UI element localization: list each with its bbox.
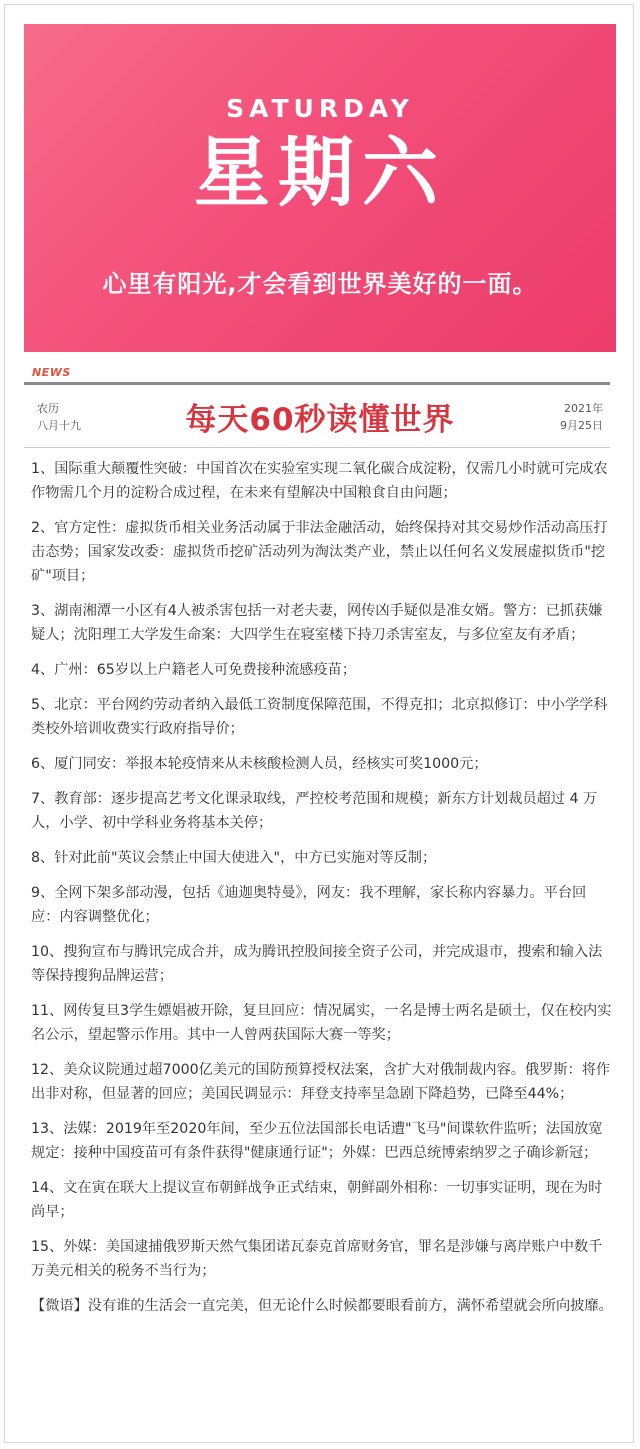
- weekday-english: SATURDAY: [226, 94, 414, 123]
- news-item: 11、网传复旦3学生嫖娼被开除，复旦回应：情况属实，一名是博士两名是硕士，仅在校内实名公示，望起警示作用。其中一人曾两获国际大赛一等奖；: [31, 1003, 612, 1043]
- news-item: 4、广州：65岁以上户籍老人可免费接种流感疫苗；: [31, 662, 357, 678]
- news-item: 1、国际重大颠覆性突破：中国首次在实验室实现二氧化碳合成淀粉，仅需几小时就可完成农作物需几个月的淀粉合成过程，在未来有望解决中国粮食自由问题；: [31, 461, 608, 501]
- date-block: [560, 400, 603, 434]
- date-day: 9月25日: [560, 419, 603, 432]
- weekday-chinese: 星期六: [194, 128, 446, 217]
- news-item: 12、美众议院通过超7000亿美元的国防预算授权法案，含扩大对俄制裁内容。俄罗斯：将作出非对称，但显著的回应；美国民调显示：拜登支持率呈急剧下降趋势，已降至44%；: [31, 1062, 611, 1102]
- news-item: 2、官方定性：虚拟货币相关业务活动属于非法金融活动，始终保持对其交易炒作活动高压打击态势；国家发改委：虚拟货币挖矿活动列为淘汰类产业，禁止以任何名义发展虚拟货币"挖矿"项目；: [31, 520, 608, 584]
- page-title: 每天60秒读懂世界: [185, 402, 455, 438]
- news-item: 5、北京：平台网约劳动者纳入最低工资制度保障范围，不得克扣；北京拟修订：中小学学科类校外培训收费实行政府指导价；: [31, 697, 608, 737]
- news-list: [31, 457, 613, 1329]
- news-item: 10、搜狗宣布与腾讯完成合并，成为腾讯控股间接全资子公司，并完成退市，搜索和输入法等保持搜狗品牌运营；: [31, 944, 603, 984]
- lunar-date: 八月十九: [37, 419, 81, 432]
- header-divider-thick: [24, 382, 610, 385]
- date-year: 2021年: [564, 402, 603, 415]
- banner-motto: 心里有阳光,才会看到世界美好的一面。: [102, 270, 538, 298]
- news-item: 6、厦门同安：举报本轮疫情来从未核酸检测人员，经核实可奖1000元；: [31, 756, 488, 772]
- header-divider-thin: [24, 447, 610, 448]
- news-tag: NEWS: [32, 366, 71, 379]
- news-item: 3、湖南湘潭一小区有4人被杀害包括一对老夫妻，网传凶手疑似是准女婿。警方：已抓获嫌疑人；沈阳理工大学发生命案：大四学生在寝室楼下持刀杀害室友，与多位室友有矛盾；: [31, 603, 603, 643]
- news-item: 7、教育部：逐步提高艺考文化课录取线，严控校考范围和规模；新东方计划裁员超过 4 万人，小学、初中学科业务将基本关停；: [31, 791, 598, 831]
- lunar-label: 农历: [37, 402, 59, 415]
- closing-quote: 【微语】没有谁的生活会一直完美，但无论什么时候都要眼看前方，满怀希望就会所向披靡。: [31, 1298, 613, 1314]
- news-item: 13、法媒：2019年至2020年间，至少五位法国部长电话遭"飞马"间谍软件监听；法国放宽规定：接种中国疫苗可有条件获得"健康通行证"；外媒：巴西总统博索纳罗之子确诊新冠；: [31, 1121, 603, 1161]
- news-item: 15、外媒：美国逮捕俄罗斯天然气集团诺瓦泰克首席财务官，罪名是涉嫌与离岸账户中数千万美元相关的税务不当行为；: [31, 1239, 603, 1279]
- news-item: 9、全网下架多部动漫，包括《迪迦奥特曼》，网友：我不理解，家长称内容暴力。平台回应：内容调整优化；: [31, 885, 587, 925]
- news-item: 14、文在寅在联大上提议宣布朝鲜战争正式结束，朝鲜副外相称：一切事实证明，现在为时尚早；: [31, 1180, 603, 1220]
- saturday-banner: [24, 24, 616, 352]
- news-item: 8、针对此前"英议会禁止中国大使进入"，中方已实施对等反制；: [31, 850, 437, 866]
